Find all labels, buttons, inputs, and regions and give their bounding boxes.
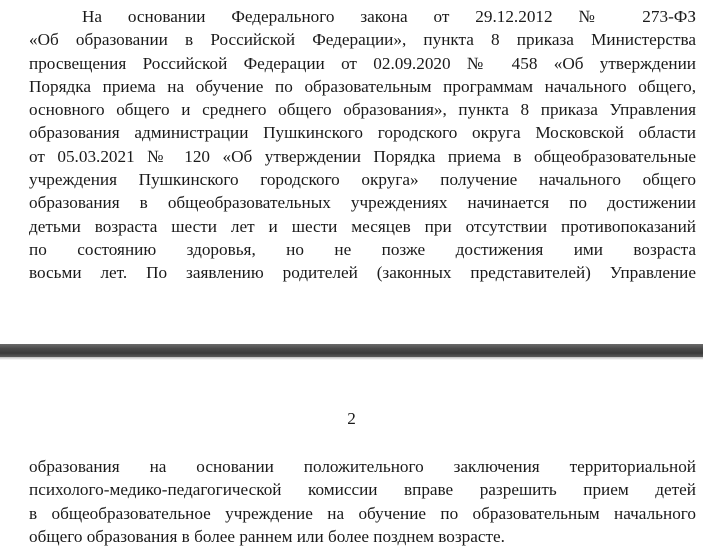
text-line: образования на основании положительного заключения территориальной — [29, 457, 696, 476]
text-line: просвещения Российской Федерации от 02.09.2020 № 458 «Об утверждении — [29, 53, 696, 73]
text-line: восьми лет. По заявлению родителей (законных представителей) Управление — [29, 263, 696, 283]
text-line: общего образования в более раннем или более позднем возрасте. — [29, 526, 505, 546]
page-1-paragraph — [29, 5, 696, 285]
text-line: психолого-медико-педагогической комиссии вправе разрешить прием детей — [29, 480, 696, 500]
text-line: Порядка приема на обучение по образовательным программам начального общего, — [29, 76, 696, 96]
text-line: образования администрации Пушкинского городского округа Московской области — [29, 123, 696, 143]
text-line: от 05.03.2021 № 120 «Об утверждении Порядка приема в общеобразовательные — [29, 146, 696, 166]
text-line: На основании Федерального закона от 29.12.2012 № 273-ФЗ — [82, 7, 696, 26]
text-line: основного общего и среднего общего образования», пункта 8 приказа Управления — [29, 100, 696, 120]
text-line: по состоянию здоровья, но не позже достижения ими возраста — [29, 239, 696, 259]
page-divider — [0, 344, 703, 357]
page-number: 2 — [347, 409, 356, 428]
text-line: образования в общеобразовательных учреждениях начинается по достижении — [29, 193, 696, 213]
page-2-paragraph — [29, 455, 696, 548]
text-line: детьми возраста шести лет и шести месяцев при отсутствии противопоказаний — [29, 216, 696, 236]
text-line: в общеобразовательное учреждение на обучение по образовательным начального — [29, 503, 696, 523]
text-line: учреждения Пушкинского городского округа» получение начального общего — [29, 170, 696, 190]
page-divider-shadow — [0, 357, 703, 360]
text-line: «Об образовании в Российской Федерации», пункта 8 приказа Министерства — [29, 30, 696, 50]
